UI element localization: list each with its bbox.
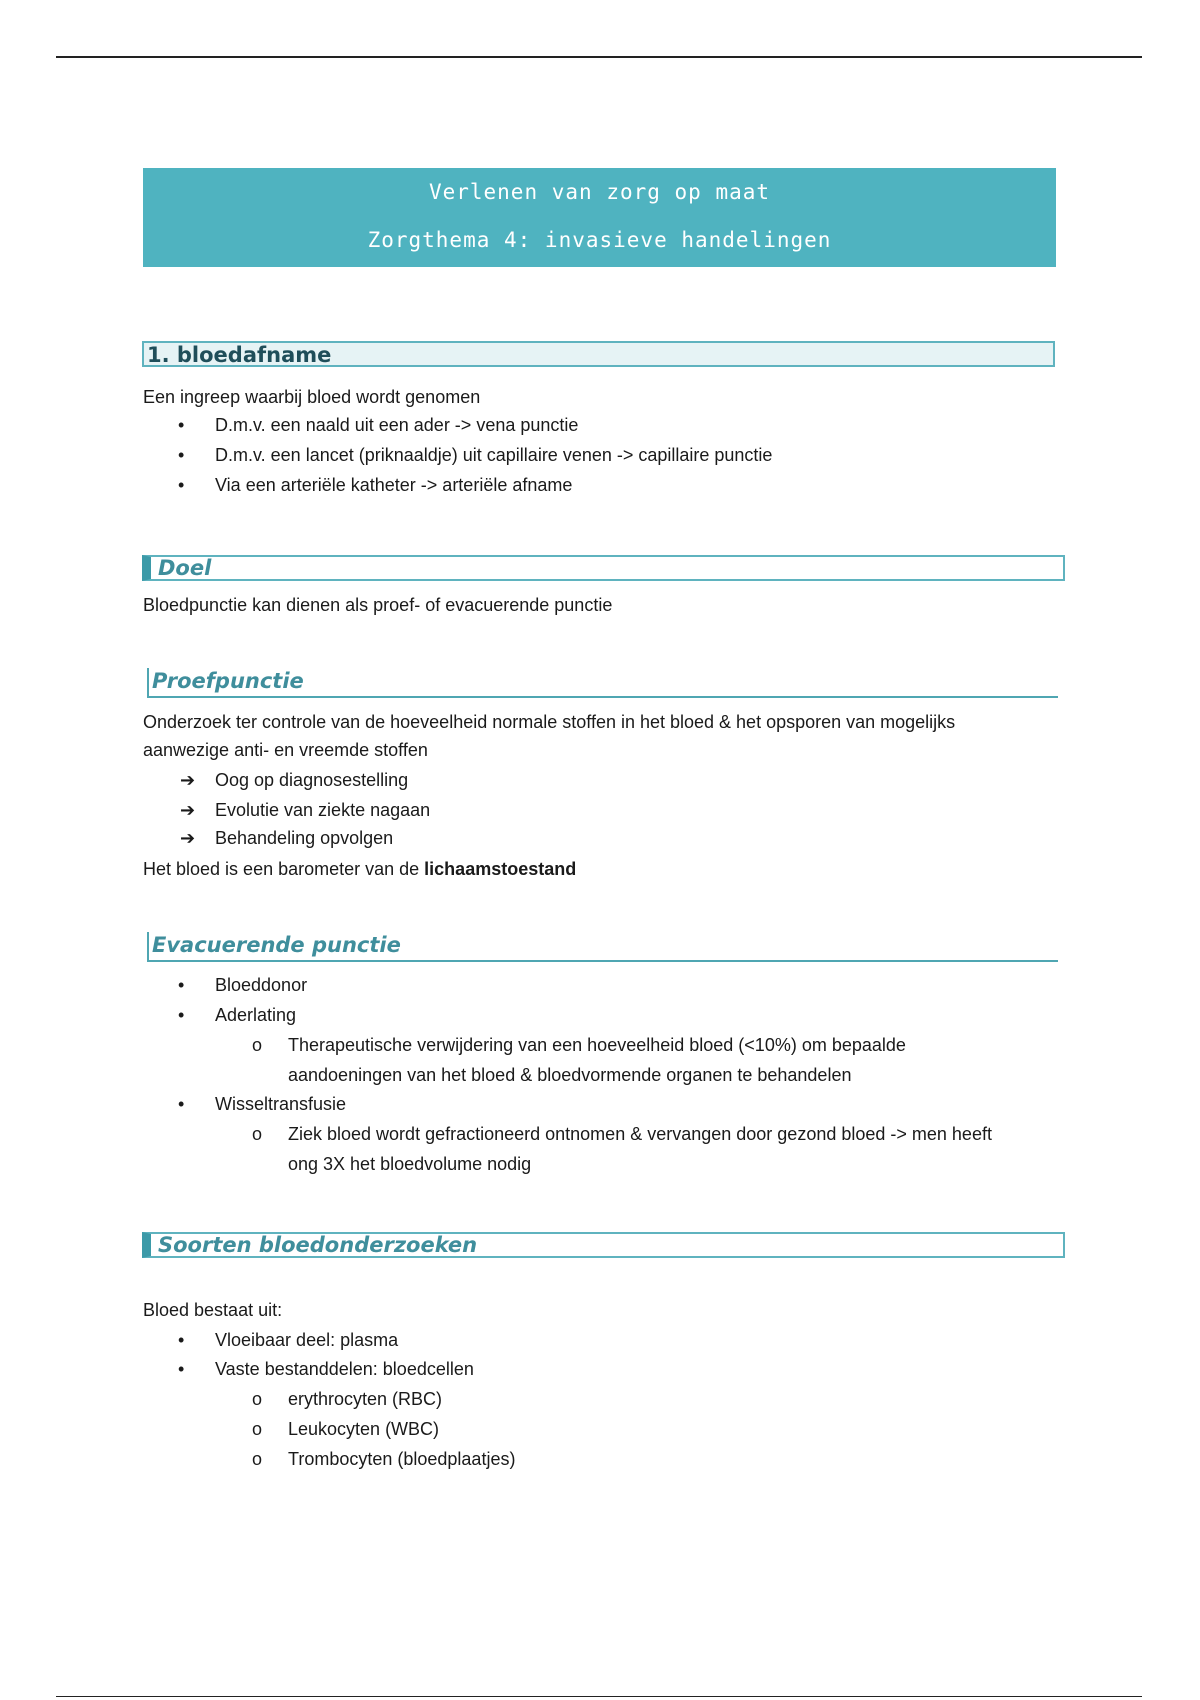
list-item: Via een arteriële katheter -> arteriële afname xyxy=(215,475,573,495)
bullet-icon: • xyxy=(178,975,185,995)
closing-prefix: Het bloed is een barometer van de xyxy=(143,859,425,879)
bullet-icon: • xyxy=(178,1330,185,1350)
bullet-icon: • xyxy=(178,1094,185,1114)
course-title: Verlenen van zorg op maat xyxy=(428,180,771,204)
doel-text: Bloedpunctie kan dienen als proef- of evacuerende punctie xyxy=(143,595,613,615)
section-heading-text: Soorten bloedonderzoeken xyxy=(158,1233,478,1257)
sub-bullet-icon: o xyxy=(252,1124,263,1144)
list-item: Vloeibaar deel: plasma xyxy=(215,1330,399,1350)
sub-bullet-icon: o xyxy=(252,1389,263,1409)
sub-item-line: Therapeutische verwijdering van een hoeveelheid bloed (<10%) om bepaalde xyxy=(288,1035,906,1055)
arrow-icon: ➔ xyxy=(180,800,196,820)
list-item: Aderlating xyxy=(215,1005,297,1025)
section-heading-bloedafname xyxy=(142,341,1055,367)
sub-item: Trombocyten (bloedplaatjes) xyxy=(288,1449,516,1469)
section-heading-text: Evacuerende punctie xyxy=(152,933,401,957)
section-heading-text: 1. bloedafname xyxy=(147,343,332,367)
bullet-icon: • xyxy=(178,445,185,465)
sub-item-line: ong 3X het bloedvolume nodig xyxy=(288,1154,532,1174)
bottom-rule xyxy=(56,1696,1142,1697)
section-heading-proefpunctie xyxy=(147,668,1058,698)
paragraph-line: aanwezige anti- en vreemde stoffen xyxy=(143,740,428,760)
list-item: D.m.v. een naald uit een ader -> vena punctie xyxy=(215,415,579,435)
section-heading-soorten xyxy=(142,1232,1065,1258)
list-item: Vaste bestanddelen: bloedcellen xyxy=(215,1359,474,1379)
sub-item: Leukocyten (WBC) xyxy=(288,1419,440,1439)
intro-text: Een ingreep waarbij bloed wordt genomen xyxy=(143,387,481,407)
arrow-icon: ➔ xyxy=(180,770,196,790)
section-heading-evacuerende xyxy=(147,932,1058,962)
sub-bullet-icon: o xyxy=(252,1419,263,1439)
closing-sentence xyxy=(143,858,576,880)
theme-title: Zorgthema 4: invasieve handelingen xyxy=(367,228,832,252)
sub-item-line: aandoeningen van het bloed & bloedvormende organen te behandelen xyxy=(288,1065,852,1085)
section-heading-doel xyxy=(142,555,1065,581)
paragraph-line: Onderzoek ter controle van de hoeveelheid normale stoffen in het bloed & het opsporen van mogelijks xyxy=(143,712,956,732)
sub-bullet-icon: o xyxy=(252,1449,263,1469)
list-item: D.m.v. een lancet (priknaaldje) uit capillaire venen -> capillaire punctie xyxy=(215,445,773,465)
soorten-intro: Bloed bestaat uit: xyxy=(143,1300,283,1320)
arrow-icon: ➔ xyxy=(180,828,196,848)
arrow-item: Behandeling opvolgen xyxy=(215,828,394,848)
bullet-icon: • xyxy=(178,415,185,435)
section-heading-text: Doel xyxy=(158,556,212,580)
arrow-item: Evolutie van ziekte nagaan xyxy=(215,800,431,820)
sub-bullet-icon: o xyxy=(252,1035,263,1055)
list-item: Bloeddonor xyxy=(215,975,308,995)
list-item: Wisseltransfusie xyxy=(215,1094,347,1114)
arrow-item: Oog op diagnosestelling xyxy=(215,770,409,790)
section-heading-text: Proefpunctie xyxy=(152,669,304,693)
sub-item: erythrocyten (RBC) xyxy=(288,1389,443,1409)
bullet-icon: • xyxy=(178,1005,185,1025)
bullet-icon: • xyxy=(178,475,185,495)
top-rule xyxy=(56,56,1142,58)
title-banner xyxy=(143,168,1056,267)
sub-item-line: Ziek bloed wordt gefractioneerd ontnomen & vervangen door gezond bloed -> men heeft xyxy=(288,1124,992,1144)
closing-bold: lichaamstoestand xyxy=(424,859,577,879)
bullet-icon: • xyxy=(178,1359,185,1379)
